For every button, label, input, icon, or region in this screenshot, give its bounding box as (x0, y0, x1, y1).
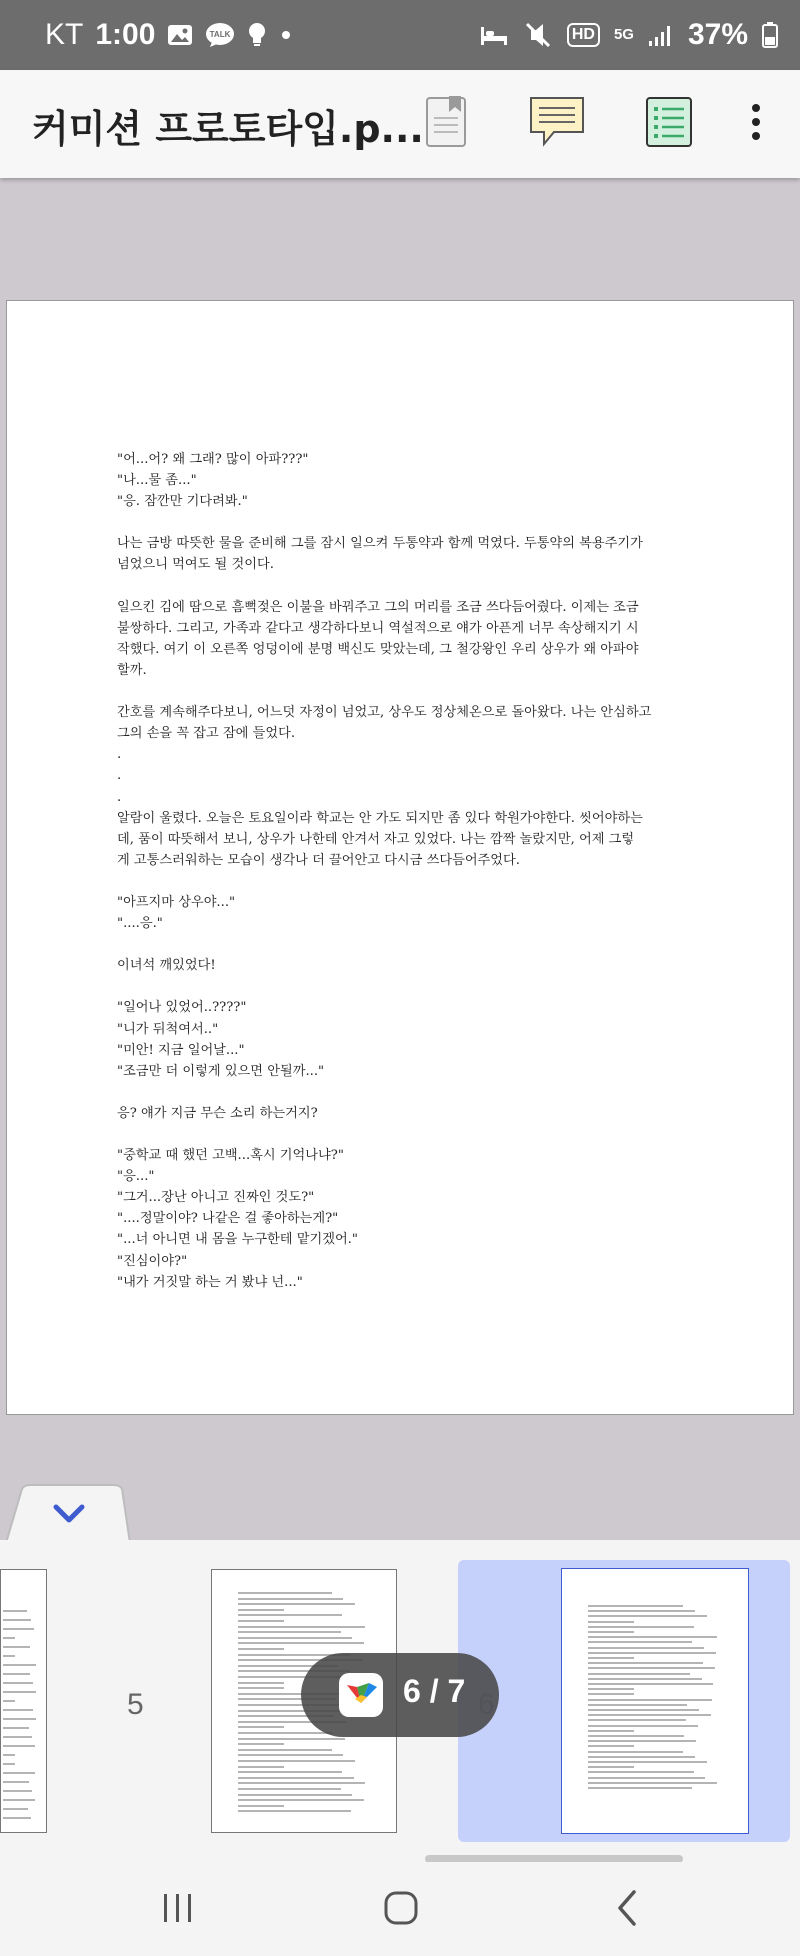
bookmark-icon (423, 94, 471, 150)
thumbnail-text-line (588, 1667, 715, 1669)
document-line (117, 576, 691, 597)
thumbnail-text-line (588, 1782, 717, 1784)
document-line: "그거...장난 아니고 진짜인 것도?" (117, 1190, 315, 1206)
thumbnail-text-line (238, 1760, 355, 1762)
thumbnail-text-line (588, 1678, 702, 1680)
thumbnail-text-line (588, 1740, 696, 1742)
thumbnail-text-line (588, 1683, 713, 1685)
thumbnail-text-line (238, 1799, 364, 1801)
thumbnail-text-line (238, 1782, 365, 1784)
thumbnail-number-5: 5 (127, 1688, 144, 1721)
thumbnail-text-line (3, 1781, 29, 1783)
thumbnail-text-line (588, 1657, 634, 1659)
document-line: "응. 잠깐만 기다려봐." (117, 494, 248, 510)
document-line: "응..." (117, 1169, 155, 1185)
thumbnail-text-line (3, 1808, 28, 1810)
document-page[interactable] (6, 300, 794, 1415)
thumbnail-text-line (3, 1655, 15, 1657)
mute-icon (523, 21, 553, 49)
chevron-down-icon (52, 1503, 86, 1525)
talk-icon (205, 22, 235, 48)
thumbnail-text-line (588, 1787, 692, 1789)
thumbnail-text-line (238, 1738, 345, 1740)
bed-icon (479, 23, 509, 47)
viewer-logo (339, 1673, 383, 1717)
thumbnail-text-line (588, 1725, 698, 1727)
thumbnail-text-line (588, 1771, 694, 1773)
document-line: 나는 금방 따뜻한 물을 준비해 그를 잠시 일으켜 두통약과 함께 먹였다. 두통약의 복용주기가 (117, 536, 643, 552)
document-line: "일어나 있었어..????" (117, 1000, 247, 1016)
document-line: . (117, 789, 122, 805)
thumbnail-text-line (3, 1718, 36, 1720)
carrier-label: KT (45, 18, 84, 51)
bookmark-button[interactable] (415, 90, 479, 154)
page-text (117, 449, 691, 1293)
hd-badge: HD (567, 23, 600, 47)
thumbnail-text-line (3, 1754, 15, 1756)
battery-icon (762, 22, 778, 48)
thumbnail-text-line (3, 1772, 35, 1774)
document-line: 간호를 계속해주다보니, 어느덧 자정이 넘었고, 상우도 정상체온으로 돌아왔다. 나는 안심하고 (117, 705, 652, 721)
document-line: "조금만 더 이렇게 있으면 안될까..." (117, 1063, 325, 1079)
document-line: 알람이 울렸다. 오늘은 토요일이라 학교는 안 가도 되지만 좀 있다 학원가야한다. 씻어야하는 (117, 810, 643, 826)
document-line: 데, 품이 따뜻해서 보니, 상우가 나한테 안겨서 자고 있었다. 나는 깜짝 놀랐지만, 어제 그렇 (117, 831, 635, 847)
thumbnail-text-line (238, 1726, 284, 1728)
thumbnail-text-line (3, 1790, 32, 1792)
recents-button[interactable] (158, 1890, 198, 1926)
thumbnail-text-line (588, 1709, 699, 1711)
page-indicator (301, 1653, 499, 1737)
document-line (117, 512, 691, 533)
thumbnail-text-line (238, 1794, 352, 1796)
thumbnail-text-line (238, 1592, 332, 1594)
document-line: "내가 거짓말 하는 거 봤냐 넌..." (117, 1274, 303, 1290)
status-left (45, 0, 293, 70)
svg-text:TALK: TALK (210, 30, 231, 39)
thumbnail-text-line (588, 1761, 707, 1763)
thumbnail-text-line (238, 1642, 364, 1644)
document-line (117, 1124, 691, 1145)
document-title: 커미션 프로토타입.p... (32, 107, 424, 151)
document-line: "....응." (117, 916, 163, 932)
list-icon (644, 95, 694, 149)
thumbnail-text-line (3, 1709, 33, 1711)
thumbnail-text-line (238, 1771, 342, 1773)
thumbnail-text-line (3, 1763, 15, 1765)
thumbnail-text-line (3, 1664, 36, 1666)
document-line (117, 976, 691, 997)
document-line: . (117, 747, 122, 763)
thumbnail-text-line (3, 1610, 27, 1612)
thumbnail-text-line (3, 1673, 30, 1675)
back-icon (612, 1888, 642, 1928)
document-line: 이녀석 깨있었다! (117, 958, 216, 974)
thumbnail-text-line (588, 1714, 711, 1716)
document-line: "아프지마 상우야..." (117, 894, 236, 910)
thumbnail-text-line (3, 1637, 15, 1639)
home-icon (381, 1888, 421, 1928)
thumbnail-text-line (588, 1719, 686, 1721)
document-line (117, 1082, 691, 1103)
thumbnail-text-line (238, 1810, 351, 1812)
document-line (117, 934, 691, 955)
thumbnail-text-line (588, 1652, 716, 1654)
document-line: "니가 뒤척여서.." (117, 1021, 219, 1037)
status-right (479, 0, 778, 70)
document-line: "....정말이야? 나같은 걸 좋아하는게?" (117, 1211, 339, 1227)
status-bar (0, 0, 800, 70)
thumbnail-text-line (238, 1609, 284, 1611)
clock: 1:00 (95, 18, 156, 51)
thumbnail-text-line (3, 1727, 29, 1729)
thumbnail-text-line (588, 1647, 704, 1649)
thumbnail-text-line (588, 1751, 683, 1753)
thumbnail-text-line (588, 1745, 634, 1747)
thumbnail-text-line (3, 1646, 30, 1648)
thumbnail-text-line (3, 1817, 31, 1819)
thumbnail-text-line (588, 1704, 687, 1706)
memo-icon (528, 94, 586, 150)
document-line: "어...어? 왜 그래? 많이 아파???" (117, 452, 309, 467)
document-line: "나...물 좀..." (117, 473, 197, 489)
thumbnail-text-line (3, 1745, 35, 1747)
thumbnail-text-line (3, 1799, 35, 1801)
thumbnail-text-line (3, 1682, 33, 1684)
thumbnail-text-line (588, 1610, 695, 1612)
document-line: 작했다. 여기 이 오른쪽 엉덩이에 분명 백신도 맞았는데, 그 철강왕인 우리 상우가 왜 아파야 (117, 641, 639, 657)
thumbnail-text-line (238, 1805, 284, 1807)
thumbnail-text-line (588, 1615, 707, 1617)
thumbnail-page-6-selected[interactable] (561, 1568, 749, 1834)
thumbnail-text-line (238, 1648, 284, 1650)
thumbnail-text-line (238, 1777, 354, 1779)
thumbnail-text-line (3, 1691, 36, 1693)
thumbnail-text-line (238, 1766, 284, 1768)
thumbnail-text-line (588, 1631, 634, 1633)
thumbnail-text-line (238, 1620, 284, 1622)
thumbnail-text-line (588, 1699, 712, 1701)
thumbnail-text-line (238, 1732, 333, 1734)
bulb-icon (247, 22, 267, 48)
thumbnail-text-line (588, 1777, 705, 1779)
thumbnail-text-line (588, 1673, 690, 1675)
home-button[interactable] (381, 1888, 421, 1928)
thumbnail-text-line (3, 1700, 15, 1702)
document-line: 넘었으니 먹여도 될 것이다. (117, 557, 274, 573)
thumbnail-text-line (588, 1735, 684, 1737)
thumbnail-text-line (588, 1662, 703, 1664)
thumbnail-text-line (588, 1636, 717, 1638)
thumbnail-text-line (238, 1598, 343, 1600)
collapse-thumbnails-tab[interactable] (4, 1483, 132, 1543)
thumbnail-text-line (588, 1693, 634, 1695)
document-line: 게 고통스러워하는 모습이 생각나 더 끌어안고 다시금 쓰다듬어주었다. (117, 852, 520, 868)
thumbnail-text-line (588, 1641, 692, 1643)
thumbnail-text-line (588, 1766, 634, 1768)
document-line: "...너 아니면 내 몸을 누구한테 맡기겠어." (117, 1232, 358, 1248)
thumbnail-text-line (238, 1749, 332, 1751)
thumbnail-text-line (238, 1682, 284, 1684)
document-line: 그의 손을 꼭 잡고 잠에 들었다. (117, 726, 296, 742)
thumbnail-text-line (238, 1603, 355, 1605)
app-toolbar (0, 70, 800, 178)
thumbnail-text-line (238, 1687, 284, 1689)
system-nav-bar (0, 1862, 800, 1956)
thumbnail-text-line (3, 1736, 32, 1738)
thumbnail-text-line (238, 1631, 341, 1633)
thumbnail-text-line (238, 1788, 341, 1790)
signal-icon (648, 23, 674, 47)
memo-button[interactable] (526, 90, 588, 154)
page-counter: 6 / 7 (403, 1673, 466, 1709)
thumbnail-text-line (238, 1637, 352, 1639)
thumbnail-text-line (588, 1688, 634, 1690)
document-line: "미안! 지금 일어날..." (117, 1042, 245, 1058)
back-button[interactable] (612, 1888, 642, 1928)
thumbnail-text-line (238, 1614, 342, 1616)
document-line: 응? 얘가 지금 무슨 소리 하는거지? (117, 1105, 318, 1121)
viewer-logo-icon (339, 1673, 383, 1717)
dot-icon (279, 28, 293, 42)
document-line: . (117, 768, 122, 784)
more-options-button[interactable] (726, 90, 786, 154)
thumbnail-text-line (238, 1754, 343, 1756)
thumbnail-text-line (588, 1756, 695, 1758)
document-line (117, 681, 691, 702)
document-line: "진심이야?" (117, 1253, 188, 1269)
thumbnail-text-line (3, 1619, 31, 1621)
thumbnail-text-line (588, 1626, 694, 1628)
thumbnail-text-line (238, 1626, 365, 1628)
thumbnail-text-line (588, 1605, 683, 1607)
gallery-icon (167, 23, 193, 47)
document-line: 일으킨 김에 땀으로 흠뻑젖은 이불을 바꿔주고 그의 머리를 조금 쓰다듬어줬다. 이제는 조금 (117, 599, 639, 615)
more-vert-icon (750, 102, 762, 142)
network-badge: 5G (613, 26, 634, 43)
document-line: 불쌍하다. 그리고, 가족과 같다고 생각하다보니 역설적으로 얘가 아픈게 너무 속상해지기 시 (117, 620, 639, 636)
document-line: "중학교 때 했던 고백...혹시 기억나냐?" (117, 1148, 344, 1164)
toc-button[interactable] (637, 90, 701, 154)
recents-icon (158, 1890, 198, 1926)
thumbnail-text-line (238, 1743, 284, 1745)
thumbnail-text-line (588, 1621, 634, 1623)
document-line (117, 871, 691, 892)
document-line: 할까. (117, 662, 147, 678)
thumbnail-text-line (588, 1730, 634, 1732)
thumbnail-page-4[interactable] (0, 1569, 47, 1833)
battery-percent: 37% (687, 18, 748, 51)
thumbnail-text-line (3, 1628, 34, 1630)
